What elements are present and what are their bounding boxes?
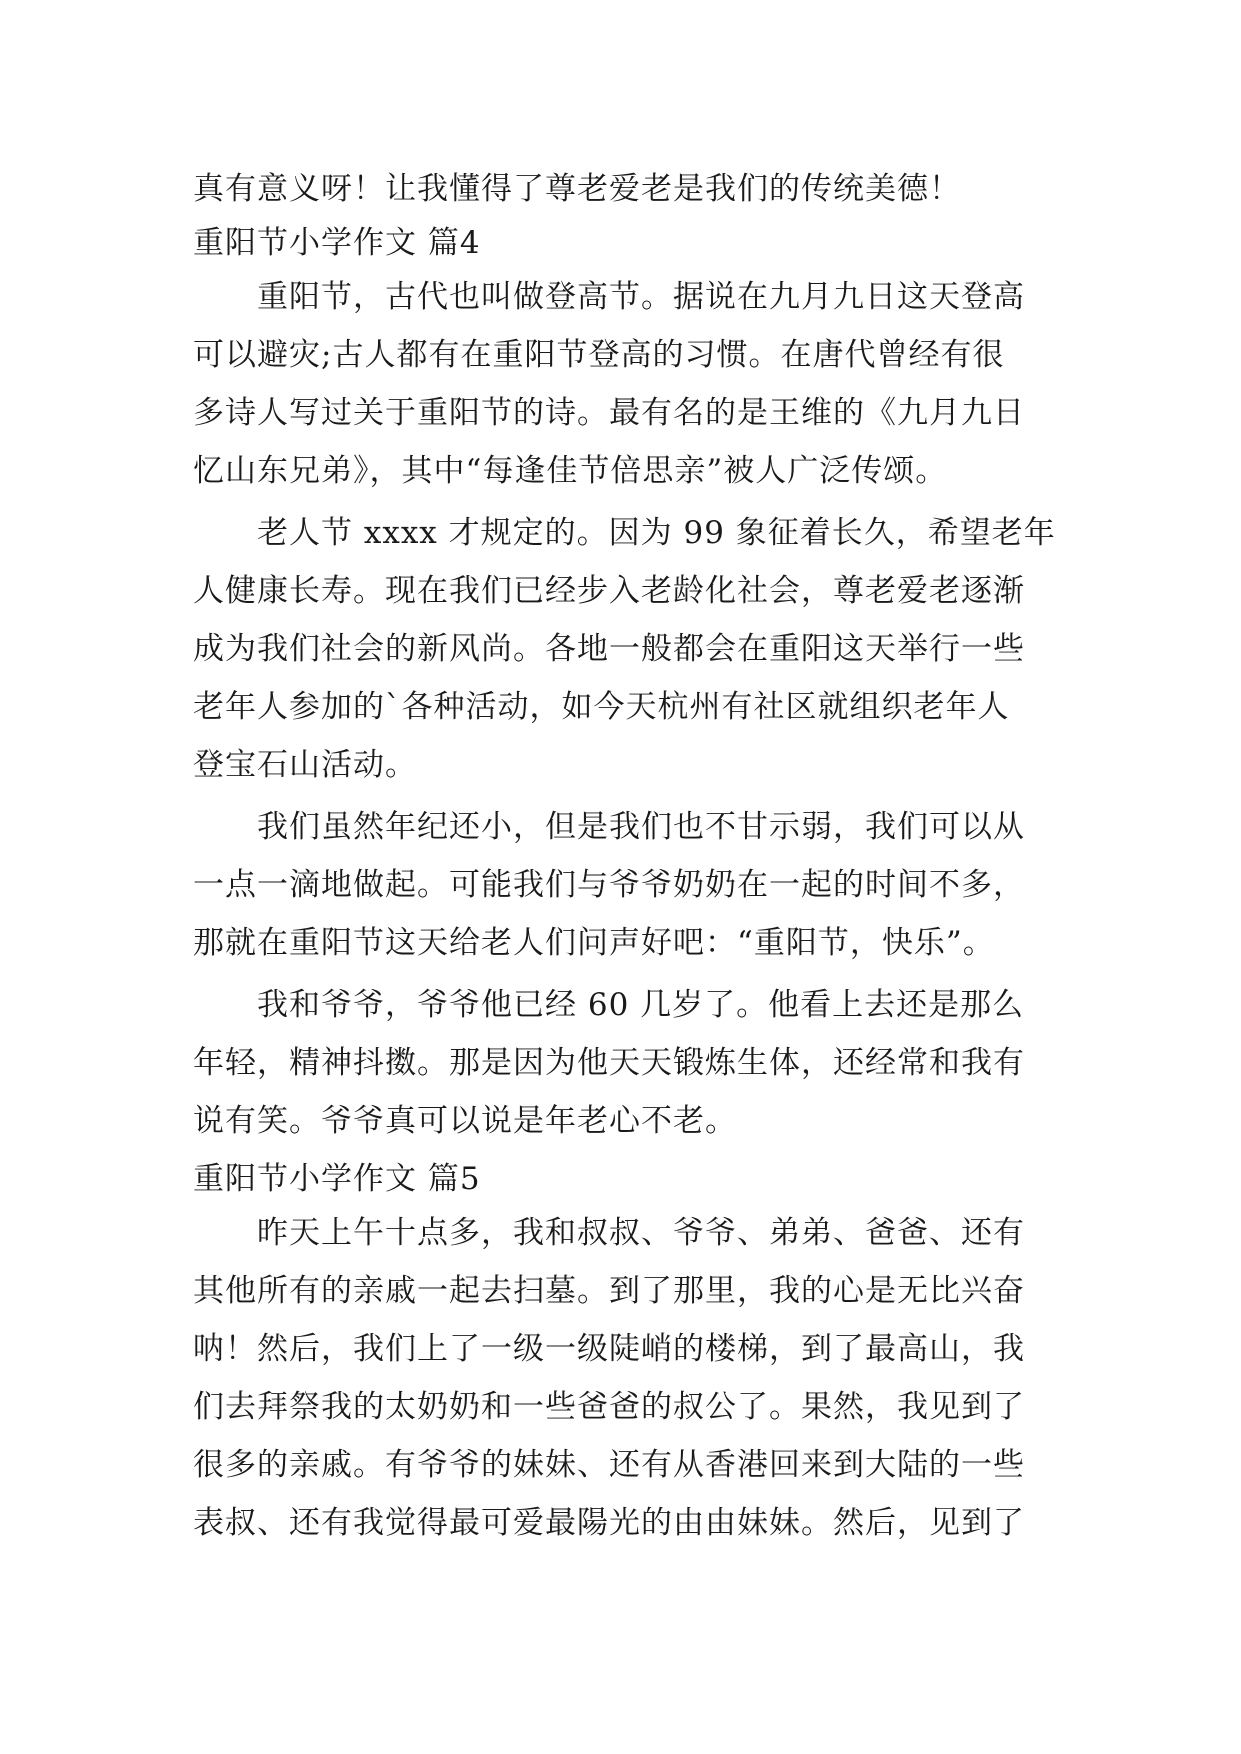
section-title-4: 重阳节小学作文 篇4	[193, 225, 481, 261]
text-line: 呐！然后，我们上了一级一级陡峭的楼梯，到了最高山，我	[193, 1331, 1025, 1367]
text-line: 多诗人写过关于重阳节的诗。最有名的是王维的《九月九日	[193, 395, 1025, 431]
text-line: 年轻，精神抖擞。那是因为他天天锻炼生体，还经常和我有	[193, 1045, 1025, 1081]
document-page	[193, 160, 1056, 1556]
paragraph	[193, 798, 1053, 972]
text-line: 老人节 xxxx 才规定的。因为 99 象征着长久，希望老年	[257, 515, 1056, 551]
text-line: 人健康长寿。现在我们已经步入老龄化社会，尊老爱老逐渐	[193, 573, 1025, 609]
text-line: 昨天上午十点多，我和叔叔、爷爷、弟弟、爸爸、还有	[257, 1215, 1025, 1251]
text-line: 我和爷爷，爷爷他已经 60 几岁了。他看上去还是那么	[257, 987, 1025, 1023]
text-line: 很多的亲戚。有爷爷的妹妹、还有从香港回来到大陆的一些	[193, 1447, 1025, 1483]
paragraph	[193, 268, 1053, 500]
text-line: 们去拜祭我的太奶奶和一些爸爸的叔公了。果然，我见到了	[193, 1389, 1025, 1425]
paragraph	[193, 504, 1056, 794]
text-line: 表叔、还有我觉得最可爱最陽光的由由妹妹。然后，见到了	[193, 1505, 1025, 1541]
lead-line: 真有意义呀！让我懂得了尊老爱老是我们的传统美德！	[193, 171, 961, 207]
paragraph	[193, 976, 1053, 1150]
text-line: 登宝石山活动。	[193, 747, 417, 783]
text-line: 可以避灾;古人都有在重阳节登高的习惯。在唐代曾经有很	[193, 337, 1005, 373]
text-line: 忆山东兄弟》，其中“每逢佳节倍思亲”被人广泛传颂。	[193, 453, 948, 489]
text-line: 老年人参加的`各种活动，如今天杭州有社区就组织老年人	[193, 689, 1010, 725]
text-line: 一点一滴地做起。可能我们与爷爷奶奶在一起的时间不多，	[193, 867, 1025, 903]
text-line: 其他所有的亲戚一起去扫墓。到了那里，我的心是无比兴奋	[193, 1273, 1025, 1309]
text-line: 说有笑。爷爷真可以说是年老心不老。	[193, 1103, 737, 1139]
text-line: 成为我们社会的新风尚。各地一般都会在重阳这天举行一些	[193, 631, 1025, 667]
text-line: 那就在重阳节这天给老人们问声好吧：“重阳节，快乐”。	[193, 925, 995, 961]
text-line: 我们虽然年纪还小，但是我们也不甘示弱，我们可以从	[257, 809, 1025, 845]
paragraph	[193, 1204, 1053, 1552]
section-title-5: 重阳节小学作文 篇5	[193, 1161, 481, 1197]
text-line: 重阳节，古代也叫做登高节。据说在九月九日这天登高	[257, 279, 1025, 315]
